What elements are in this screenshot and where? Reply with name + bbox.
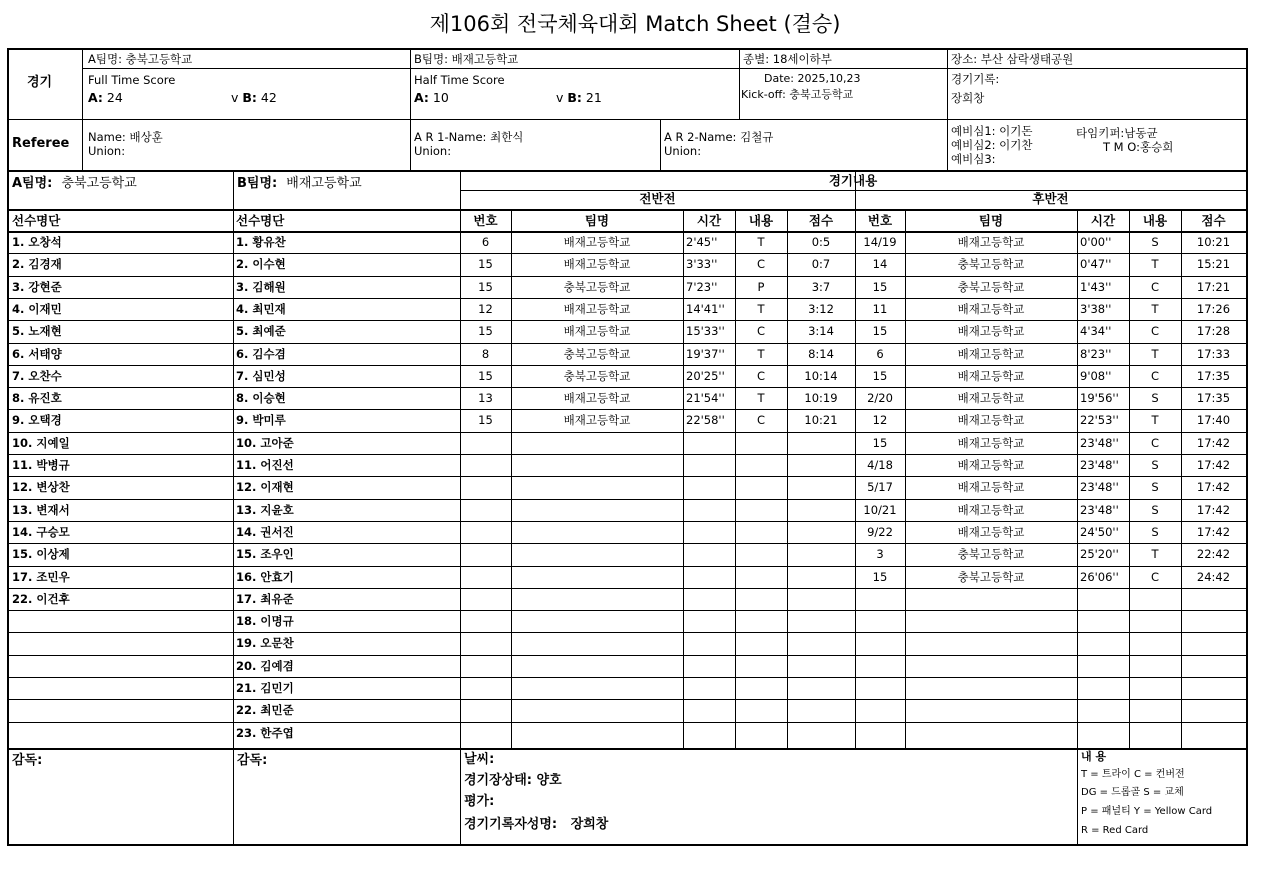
second-half-number: 2/20 [867, 391, 893, 406]
half-time-label: Half Time Score [414, 73, 505, 87]
first-half-time: 20'25'' [686, 368, 725, 383]
first-half-team: 배재고등학교 [563, 391, 631, 406]
half-b-label: B: [567, 90, 582, 105]
events-title: 경기내용 [828, 173, 878, 188]
table-row [9, 232, 1246, 253]
half-v: v [556, 90, 564, 105]
ar1-name: A R 1-Name: 최한식 [414, 130, 524, 144]
team-a-player: 11. 박병규 [12, 458, 70, 472]
first-half-team: 배재고등학교 [563, 257, 631, 272]
first-half-time: 19'37'' [686, 346, 725, 361]
first-half-time-header: 시간 [696, 213, 722, 228]
second-half-type: T [1151, 346, 1159, 361]
second-half-number: 15 [872, 279, 888, 294]
table-row [9, 611, 1246, 632]
referee-name: Name: 배상훈 [88, 130, 163, 144]
second-half-time: 4'34'' [1080, 324, 1112, 339]
second-half-team: 배재고등학교 [957, 235, 1025, 249]
team-b-player: 6. 김수겸 [236, 346, 286, 361]
second-half-number: 3 [876, 547, 884, 562]
second-half-score: 15:21 [1196, 257, 1231, 272]
kickoff: Kick-off: 충북고등학교 [741, 88, 854, 101]
team-a-player: 1. 오창석 [12, 235, 62, 249]
second-half-team: 배재고등학교 [957, 480, 1025, 495]
roster-team-a-name: 충북고등학교 [61, 176, 137, 191]
first-half-team: 충북고등학교 [563, 346, 631, 361]
table-row [9, 433, 1246, 454]
full-v: v [231, 90, 239, 105]
table-row [9, 321, 1246, 342]
team-b-player: 4. 최민재 [236, 301, 286, 316]
table-row [9, 344, 1246, 365]
team-a-player: 6. 서태양 [12, 346, 62, 361]
table-row [9, 277, 1246, 298]
table-row [9, 477, 1246, 498]
table-row [9, 589, 1246, 610]
first-half-score: 3:7 [811, 279, 831, 294]
first-half-team: 배재고등학교 [563, 235, 631, 249]
table-row [9, 544, 1246, 565]
second-half-type: T [1151, 547, 1159, 562]
first-half-score: 3:12 [808, 301, 834, 316]
second-half-number-header: 번호 [867, 213, 893, 228]
player-col-header-a: 선수명단 [12, 213, 61, 228]
recorder-footer-label: 경기기록자성명: [464, 817, 558, 832]
evaluation-label: 평가: [464, 794, 495, 809]
first-half-time: 3'33'' [686, 257, 718, 272]
second-half-time: 1'43'' [1080, 279, 1112, 294]
first-half-number-header: 번호 [473, 213, 498, 228]
first-half-type: P [757, 279, 765, 294]
roster-and-events-table [9, 172, 1246, 750]
first-half-time: 2'45'' [686, 235, 718, 249]
team-b-player: 8. 이승현 [236, 391, 286, 406]
first-half-score: 0:5 [811, 235, 831, 249]
half-b-score: 21 [585, 90, 602, 105]
legend-line-1: T = 트라이 C = 컨버전 [1081, 769, 1185, 780]
second-half-number: 15 [872, 368, 888, 383]
second-half-team: 배재고등학교 [957, 524, 1025, 539]
match-label: 경기 [27, 75, 53, 90]
reserve-referee-3: 예비심3: [951, 152, 996, 166]
first-half-team: 충북고등학교 [563, 279, 631, 294]
first-half-number: 13 [478, 391, 493, 406]
team-a-player: 15. 이상제 [12, 547, 70, 562]
second-half-type: S [1151, 458, 1159, 472]
footer-section [9, 750, 1246, 844]
first-half-team: 충북고등학교 [563, 368, 631, 383]
full-b-score: 42 [260, 90, 277, 105]
player-col-header-b: 선수명단 [236, 213, 285, 228]
second-half-type: C [1150, 279, 1160, 294]
first-half-type-header: 내용 [748, 213, 774, 228]
second-half-type: T [1151, 413, 1159, 428]
second-half-time: 25'20'' [1080, 547, 1119, 562]
team-a-player: 13. 변재서 [12, 502, 70, 517]
first-half-score: 0:7 [811, 257, 831, 272]
second-half-time: 23'48'' [1080, 480, 1119, 495]
legend-line-4: R = Red Card [1081, 825, 1149, 836]
team-b-player: 20. 김예겸 [236, 658, 294, 673]
second-half-number: 5/17 [867, 480, 893, 495]
table-row [9, 678, 1246, 699]
second-half-number: 6 [876, 346, 884, 361]
team-b-player: 3. 김해원 [236, 279, 286, 294]
second-half-type: S [1151, 480, 1159, 495]
first-half-number: 15 [478, 413, 493, 428]
roster-team-a-label: A팀명: [12, 176, 53, 191]
ground-label: 경기장상태: [464, 773, 532, 788]
ground-value: 양호 [536, 773, 562, 788]
team-a-player: 2. 김경재 [12, 257, 62, 272]
second-half-score: 17:33 [1196, 346, 1231, 361]
second-half-team: 배재고등학교 [957, 502, 1025, 517]
team-a-player: 17. 조민우 [12, 569, 70, 584]
team-b-player: 11. 어진선 [236, 458, 294, 472]
team-a-name: A팀명: 충북고등학교 [88, 52, 193, 66]
team-b-player: 19. 오문찬 [236, 636, 294, 651]
second-half-score: 17:42 [1196, 524, 1231, 539]
second-half-number: 12 [872, 413, 888, 428]
legend-line-2: DG = 드롭골 S = 교체 [1081, 787, 1184, 798]
column-header-row [9, 210, 1246, 231]
second-half-time: 3'38'' [1080, 301, 1112, 316]
first-half-type: T [757, 391, 765, 406]
team-b-player: 18. 이명규 [236, 614, 294, 629]
legend-line-3: P = 패널티 Y = Yellow Card [1081, 806, 1213, 817]
first-half-type: C [756, 324, 766, 339]
second-half-team: 배재고등학교 [957, 391, 1025, 406]
roster-team-b-label: B팀명: [237, 176, 278, 191]
second-half-team: 배재고등학교 [957, 368, 1025, 383]
second-half-type: T [1151, 301, 1159, 316]
first-half-type: C [756, 413, 766, 428]
team-a-player: 4. 이재민 [12, 301, 62, 316]
first-half-number: 6 [481, 235, 490, 249]
team-b-player: 16. 안효기 [236, 569, 294, 584]
legend-title: 내 용 [1081, 750, 1107, 763]
team-a-player: 5. 노재현 [12, 324, 62, 339]
team-a-player: 3. 강현준 [12, 279, 62, 294]
second-half-type: T [1151, 257, 1159, 272]
team-b-player: 17. 최유준 [236, 591, 294, 606]
second-half-time: 23'48'' [1080, 435, 1119, 450]
first-half-score: 3:14 [808, 324, 834, 339]
second-half-score: 17:35 [1196, 391, 1231, 406]
first-half-number: 8 [481, 346, 490, 361]
second-half-type: C [1150, 435, 1160, 450]
referee-label: Referee [12, 136, 70, 151]
second-half-number: 15 [872, 569, 888, 584]
table-row [9, 633, 1246, 654]
team-a-player: 22. 이건후 [12, 591, 70, 606]
second-half-time: 19'56'' [1080, 391, 1119, 406]
first-half-type: T [757, 235, 765, 249]
team-b-player: 15. 조우인 [236, 547, 294, 562]
second-half-score: 17:40 [1196, 413, 1231, 428]
second-half-team: 배재고등학교 [957, 346, 1025, 361]
team-b-player: 13. 지윤호 [236, 502, 294, 517]
second-half-score: 17:42 [1196, 502, 1231, 517]
team-b-player: 21. 김민기 [236, 681, 294, 695]
second-half-score: 17:42 [1196, 435, 1231, 450]
second-half-type: C [1150, 569, 1160, 584]
recorder-footer-name: 장희창 [570, 817, 609, 832]
reserve-referee-2: 예비심2: 이기찬 [951, 138, 1033, 152]
team-b-player: 14. 권서진 [236, 524, 294, 539]
table-row [9, 723, 1246, 744]
recorder-label: 경기기록: [951, 72, 1000, 86]
second-half-type: S [1151, 502, 1159, 517]
team-b-player: 1. 황유찬 [236, 235, 286, 249]
table-row [9, 366, 1246, 387]
second-half-score: 17:21 [1196, 279, 1231, 294]
team-b-player: 12. 이재현 [236, 480, 294, 495]
first-half-team: 배재고등학교 [563, 324, 631, 339]
table-row [9, 388, 1246, 409]
recorder-name: 장희창 [951, 91, 985, 105]
second-half-number: 15 [872, 435, 888, 450]
first-half-score: 10:19 [804, 391, 838, 406]
second-half-team: 충북고등학교 [957, 547, 1025, 562]
table-row [9, 455, 1246, 476]
first-half-title: 전반전 [639, 191, 676, 206]
reserve-referee-1: 예비심1: 이기돈 [951, 124, 1033, 138]
second-half-team: 배재고등학교 [957, 458, 1025, 472]
second-half-team: 배재고등학교 [957, 435, 1025, 450]
first-half-time: 15'33'' [686, 324, 725, 339]
second-half-score-header: 점수 [1201, 213, 1226, 228]
second-half-team: 배재고등학교 [957, 413, 1025, 428]
second-half-score: 17:42 [1196, 480, 1231, 495]
second-half-time: 9'08'' [1080, 368, 1112, 383]
first-half-time: 21'54'' [686, 391, 725, 406]
team-b-player: 7. 심민성 [236, 368, 286, 383]
team-a-player: 9. 오택경 [12, 413, 62, 428]
second-half-score: 10:21 [1196, 235, 1231, 249]
roster-team-b-name: 배재고등학교 [286, 176, 362, 191]
first-half-number: 15 [478, 324, 493, 339]
team-a-player: 12. 변상찬 [12, 480, 70, 495]
weather-label: 날씨: [464, 752, 495, 767]
team-b-player: 2. 이수현 [236, 257, 286, 272]
second-half-type: S [1151, 391, 1159, 406]
first-half-score: 10:21 [804, 413, 838, 428]
first-half-number: 15 [478, 279, 493, 294]
match-date: Date: 2025,10,23 [764, 72, 861, 85]
second-half-time: 23'48'' [1080, 502, 1119, 517]
second-half-time: 26'06'' [1080, 569, 1119, 584]
team-b-player: 22. 최민준 [236, 703, 294, 718]
first-half-time: 7'23'' [686, 279, 718, 294]
second-half-time: 24'50'' [1080, 524, 1119, 539]
team-a-player: 7. 오찬수 [12, 368, 62, 383]
second-half-team: 배재고등학교 [957, 301, 1025, 316]
category: 종별: 18세이하부 [743, 52, 832, 66]
table-row [9, 567, 1246, 588]
referee-section [9, 120, 1246, 172]
second-half-number: 4/18 [867, 458, 893, 472]
team-b-player: 5. 최예준 [236, 324, 286, 339]
team-a-player: 8. 유진호 [12, 391, 62, 406]
second-half-time-header: 시간 [1090, 213, 1116, 228]
second-half-time: 0'47'' [1080, 257, 1112, 272]
second-half-score: 17:35 [1196, 368, 1231, 383]
first-half-score: 8:14 [808, 346, 834, 361]
table-row [9, 700, 1246, 721]
second-half-number: 14/19 [863, 235, 897, 249]
table-row [9, 522, 1246, 543]
venue: 장소: 부산 삼락생태공원 [951, 52, 1074, 66]
ar1-union: Union: [414, 144, 452, 158]
first-half-score: 10:14 [804, 368, 838, 383]
second-half-time: 22'53'' [1080, 413, 1119, 428]
table-row [9, 656, 1246, 677]
first-half-time: 14'41'' [686, 301, 725, 316]
second-half-number: 10/21 [863, 502, 897, 517]
match-sheet [7, 48, 1248, 846]
second-half-time: 8'23'' [1080, 346, 1112, 361]
table-row [9, 410, 1246, 431]
first-half-type: T [757, 301, 765, 316]
coach-a-label: 감독: [12, 753, 43, 768]
second-half-team: 충북고등학교 [957, 569, 1025, 584]
second-half-time: 23'48'' [1080, 458, 1119, 472]
table-row [9, 299, 1246, 320]
table-row [9, 500, 1246, 521]
second-half-type: S [1151, 524, 1159, 539]
timekeeper: 타임키퍼:남동균 [1076, 126, 1158, 140]
first-half-score-header: 점수 [808, 213, 834, 228]
first-half-type: C [756, 257, 766, 272]
second-half-number: 14 [872, 257, 888, 272]
page-title: 제106회 전국체육대회 Match Sheet (결승) [429, 12, 841, 36]
first-half-time: 22'58'' [686, 413, 725, 428]
second-half-team: 충북고등학교 [957, 279, 1025, 294]
full-b-label: B: [242, 90, 257, 105]
tmo: T M O:홍승희 [1103, 140, 1174, 154]
first-half-type: C [756, 368, 766, 383]
team-b-player: 10. 고아준 [236, 435, 294, 450]
first-half-team: 배재고등학교 [563, 301, 631, 316]
half-a-score: 10 [432, 90, 449, 105]
ar2-name: A R 2-Name: 김철규 [664, 130, 774, 144]
second-half-score: 17:28 [1196, 324, 1231, 339]
second-half-score: 17:42 [1196, 458, 1231, 472]
second-half-type-header: 내용 [1142, 213, 1168, 228]
second-half-type: C [1150, 324, 1160, 339]
full-a-label: A: [88, 90, 103, 105]
coach-b-label: 감독: [237, 753, 268, 768]
second-half-team: 배재고등학교 [957, 324, 1025, 339]
second-half-team-header: 팀명 [978, 213, 1004, 228]
full-time-label: Full Time Score [88, 73, 176, 87]
match-info-section [9, 50, 1246, 120]
second-half-number: 9/22 [867, 524, 893, 539]
second-half-number: 15 [872, 324, 888, 339]
first-half-number: 15 [478, 257, 493, 272]
second-half-team: 충북고등학교 [957, 257, 1025, 272]
team-a-player: 14. 구승모 [12, 524, 70, 539]
first-half-type: T [757, 346, 765, 361]
second-half-number: 11 [872, 301, 888, 316]
second-half-score: 24:42 [1196, 569, 1231, 584]
first-half-number: 15 [478, 368, 493, 383]
second-half-score: 17:26 [1196, 301, 1231, 316]
first-half-team-header: 팀명 [584, 213, 610, 228]
second-half-time: 0'00'' [1080, 235, 1112, 249]
team-b-player: 23. 한주엽 [236, 725, 294, 740]
second-half-score: 22:42 [1196, 547, 1231, 562]
team-b-name: B팀명: 배재고등학교 [414, 52, 519, 66]
half-a-label: A: [414, 90, 429, 105]
table-row [9, 254, 1246, 275]
team-b-player: 9. 박미루 [236, 413, 286, 428]
second-half-type: S [1151, 235, 1159, 249]
first-half-number: 12 [478, 301, 493, 316]
team-a-player: 10. 지예일 [12, 435, 70, 450]
first-half-team: 배재고등학교 [563, 413, 631, 428]
second-half-title: 후반전 [1032, 191, 1069, 206]
ar2-union: Union: [664, 144, 702, 158]
second-half-type: C [1150, 368, 1160, 383]
full-a-score: 24 [106, 90, 123, 105]
referee-union: Union: [88, 144, 126, 158]
